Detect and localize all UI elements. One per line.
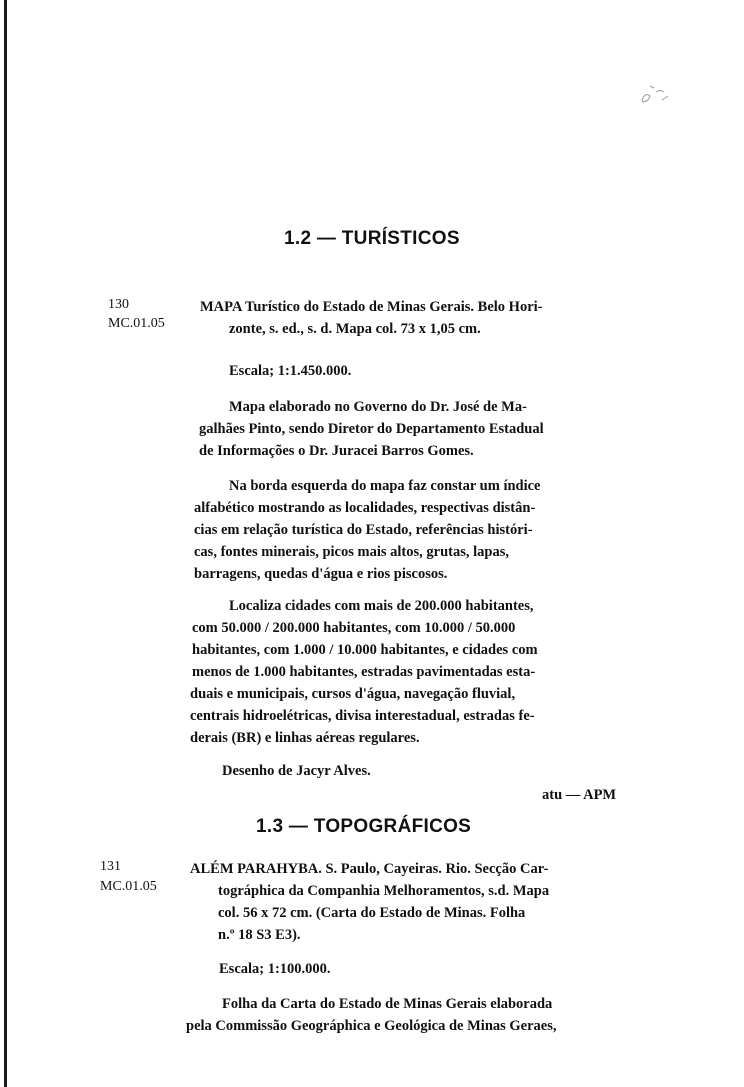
paragraph-line: cas, fontes minerais, picos mais altos, grutas, lapas,: [194, 544, 509, 560]
paragraph-line: barragens, quedas d'água e rios piscosos.: [194, 566, 448, 582]
entry-title-line: zonte, s. ed., s. d. Mapa col. 73 x 1,05 cm.: [229, 321, 481, 337]
paragraph-line: habitantes, com 1.000 / 10.000 habitantes, e cidades com: [192, 642, 538, 658]
entry-title-line: ALÉM PARAHYBA. S. Paulo, Cayeiras. Rio. Secção Car-: [190, 861, 549, 877]
paragraph-line: galhães Pinto, sendo Diretor do Departamento Estadual: [199, 421, 544, 437]
scale-text: Escala; 1:100.000.: [219, 961, 331, 977]
paragraph-line: pela Commissão Geográphica e Geológica de Minas Geraes,: [186, 1018, 557, 1034]
entry-number: 131: [100, 859, 121, 874]
stamp-mark: [636, 82, 676, 108]
entry-title-line: tográphica da Companhia Melhoramentos, s.d. Mapa: [218, 883, 550, 899]
paragraph-line: Localiza cidades com mais de 200.000 habitantes,: [229, 598, 534, 614]
entry-code: MC.01.05: [108, 316, 165, 331]
entry-code: MC.01.05: [100, 879, 157, 894]
paragraph-line: menos de 1.000 habitantes, estradas pavimentadas esta-: [192, 664, 536, 680]
page-binding-edge: [4, 0, 7, 1087]
paragraph-line: alfabético mostrando as localidades, respectivas distân-: [194, 500, 536, 516]
paragraph-line: derais (BR) e linhas aéreas regulares.: [190, 730, 420, 746]
entry-title-line: col. 56 x 72 cm. (Carta do Estado de Minas. Folha: [218, 905, 526, 921]
signature-initials: atu — APM: [542, 787, 617, 803]
section-title-turisticos: 1.2 — TURÍSTICOS: [284, 228, 460, 249]
drawing-credit: Desenho de Jacyr Alves.: [222, 763, 371, 779]
paragraph-line: duais e municipais, cursos d'água, navegação fluvial,: [190, 686, 516, 702]
entry-title-line: n.º 18 S3 E3).: [218, 927, 301, 943]
paragraph-line: Folha da Carta do Estado de Minas Gerais elaborada: [222, 996, 553, 1012]
paragraph-line: cias em relação turística do Estado, referências históri-: [194, 522, 533, 538]
entry-number: 130: [108, 297, 129, 312]
section-title-topograficos: 1.3 — TOPOGRÁFICOS: [256, 816, 472, 837]
paragraph-line: com 50.000 / 200.000 habitantes, com 10.000 / 50.000: [192, 620, 516, 636]
entry-title-line: MAPA Turístico do Estado de Minas Gerais. Belo Hori-: [200, 299, 543, 315]
paragraph-line: centrais hidroelétricas, divisa interestadual, estradas fe-: [190, 708, 535, 724]
paragraph-line: Na borda esquerda do mapa faz constar um índice: [229, 478, 541, 494]
paragraph-line: de Informações o Dr. Juracei Barros Gomes.: [199, 443, 474, 459]
paragraph-line: Mapa elaborado no Governo do Dr. José de Ma-: [229, 399, 527, 415]
scale-text: Escala; 1:1.450.000.: [229, 363, 352, 379]
